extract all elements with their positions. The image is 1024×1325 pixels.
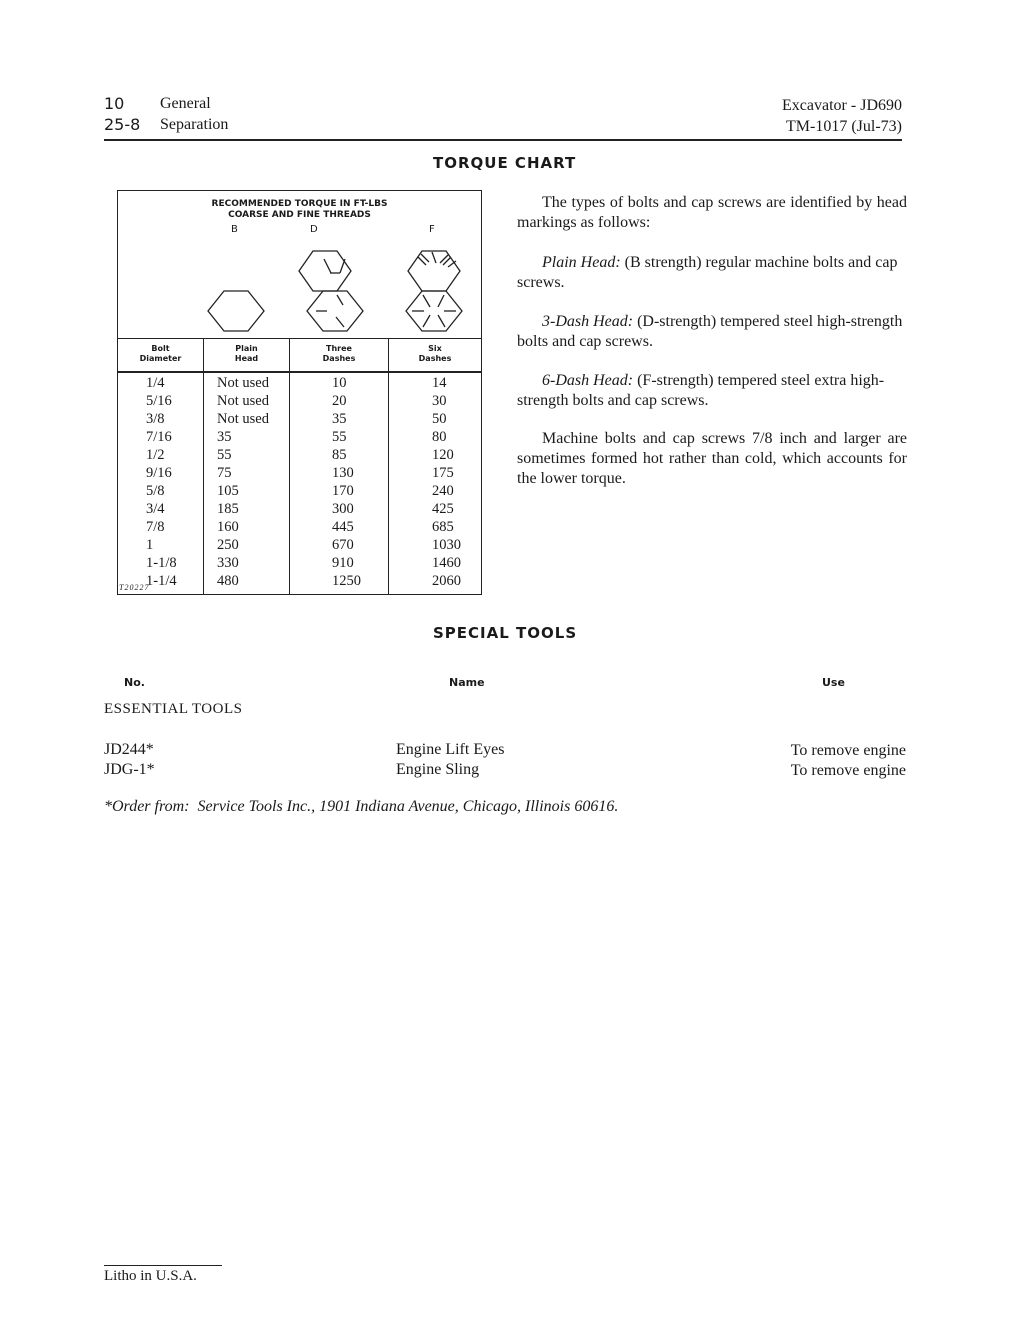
- six-dash-paragraph: [517, 371, 907, 411]
- cell-diameter: 5/8: [146, 483, 165, 499]
- table-row: [118, 500, 481, 518]
- figure-code: T20227: [119, 583, 150, 592]
- cell-three: 20: [332, 393, 347, 409]
- cell-six: 175: [432, 465, 454, 481]
- cell-six: 1460: [432, 555, 461, 571]
- tools-col-no: No.: [124, 676, 145, 689]
- three-dash-term: 3-Dash Head:: [542, 313, 634, 330]
- table-row: [118, 446, 481, 464]
- torque-chart-title: TORQUE CHART: [433, 154, 577, 172]
- special-tools-title: SPECIAL TOOLS: [433, 624, 578, 642]
- cell-plain: 55: [217, 447, 232, 463]
- tool-2-no: JDG-1*: [104, 761, 155, 778]
- table-title-line2: COARSE AND FINE THREADS: [228, 210, 371, 220]
- cell-diameter: 1/2: [146, 447, 165, 463]
- three-dash-text: (D-strength) tempered steel high-strength bolts and cap screws.: [517, 313, 903, 350]
- torque-rows: [118, 374, 481, 594]
- cell-three: 10: [332, 375, 347, 391]
- cell-three: 170: [332, 483, 354, 499]
- cell-plain: Not used: [217, 375, 269, 391]
- hot-formed-note: Machine bolts and cap screws 7/8 inch and larger are sometimes formed hot rather than cold, which accounts for the lower torque.: [517, 430, 907, 487]
- col-header-six-line2: Dashes: [418, 354, 452, 363]
- cell-plain: Not used: [217, 393, 269, 409]
- col-header-diameter-line1: Bolt: [151, 344, 170, 353]
- cell-six: 30: [432, 393, 447, 409]
- plain-head-text: (B strength) regular machine bolts and cap screws.: [517, 254, 898, 291]
- six-dash-bolt-top-icon: [408, 251, 460, 291]
- plain-head-bolt-icon: [208, 291, 264, 331]
- table-row: [118, 572, 481, 590]
- cell-three: 910: [332, 555, 354, 571]
- cell-six: 425: [432, 501, 454, 517]
- three-dash-paragraph: [517, 312, 907, 352]
- order-from-address: Service Tools Inc., 1901 Indiana Avenue, Chicago, Illinois 60616.: [197, 798, 619, 815]
- table-row: [118, 554, 481, 572]
- table-header-top-rule: [118, 338, 481, 339]
- tools-col-use: Use: [822, 676, 845, 689]
- page-number: 10: [104, 94, 125, 113]
- cell-plain: 160: [217, 519, 239, 535]
- cell-three: 130: [332, 465, 354, 481]
- six-dash-term: 6-Dash Head:: [542, 372, 634, 389]
- machine-title: Excavator - JD690: [782, 97, 902, 114]
- subsection-label: Separation: [160, 116, 229, 133]
- intro-paragraph: The types of bolts and cap screws are identified by head markings as follows:: [517, 194, 907, 231]
- order-from-line: [104, 797, 618, 817]
- table-row: [118, 374, 481, 392]
- cell-diameter: 9/16: [146, 465, 172, 481]
- section-label: General: [160, 95, 211, 112]
- table-row: [118, 392, 481, 410]
- col-header-three: [290, 344, 388, 364]
- strength-label-b: B: [231, 224, 238, 235]
- plain-head-paragraph: [517, 253, 907, 293]
- six-dash-bolt-icon: [406, 291, 462, 331]
- table-header-bottom-rule: [118, 371, 481, 373]
- table-row: [118, 536, 481, 554]
- essential-tools-heading: ESSENTIAL TOOLS: [104, 701, 243, 717]
- footer-rule: [104, 1265, 222, 1266]
- col-header-diameter-line2: Diameter: [139, 354, 182, 363]
- tools-col-name: Name: [449, 676, 485, 689]
- cell-diameter: 1: [146, 537, 154, 553]
- tool-2-use: To remove engine: [790, 762, 906, 779]
- order-from-label: *Order from:: [104, 798, 190, 815]
- cell-three: 1250: [332, 573, 361, 589]
- manual-code: TM-1017 (Jul-73): [786, 118, 902, 135]
- header-rule: [104, 139, 902, 141]
- cell-six: 2060: [432, 573, 461, 589]
- cell-plain: 250: [217, 537, 239, 553]
- cell-diameter: 1/4: [146, 375, 165, 391]
- cell-six: 685: [432, 519, 454, 535]
- table-row: [118, 482, 481, 500]
- cell-diameter: 7/8: [146, 519, 165, 535]
- cell-diameter: 1-1/8: [146, 555, 177, 571]
- cell-six: 50: [432, 411, 447, 427]
- cell-plain: 75: [217, 465, 232, 481]
- cell-plain: Not used: [217, 411, 269, 427]
- cell-diameter: 1-1/4: [146, 573, 177, 589]
- section-code: 25-8: [104, 115, 141, 134]
- col-header-six: [389, 344, 481, 364]
- strength-label-f: F: [429, 224, 435, 235]
- cell-plain: 105: [217, 483, 239, 499]
- cell-diameter: 3/4: [146, 501, 165, 517]
- cell-plain: 185: [217, 501, 239, 517]
- table-row: [118, 464, 481, 482]
- cell-three: 445: [332, 519, 354, 535]
- cell-six: 1030: [432, 537, 461, 553]
- table-row: [118, 518, 481, 536]
- cell-plain: 35: [217, 429, 232, 445]
- cell-six: 80: [432, 429, 447, 445]
- cell-three: 55: [332, 429, 347, 445]
- col-header-three-line2: Dashes: [322, 354, 356, 363]
- bolt-head-diagrams: [118, 191, 481, 341]
- six-dash-text: (F-strength) tempered steel extra high-strength bolts and cap screws.: [517, 372, 885, 409]
- tool-1-name: Engine Lift Eyes: [396, 741, 505, 758]
- col-header-plain-line1: Plain: [235, 344, 258, 353]
- litho-footer: Litho in U.S.A.: [104, 1268, 197, 1284]
- plain-head-term: Plain Head:: [542, 254, 621, 271]
- three-dash-bolt-icon: [307, 291, 363, 331]
- col-header-diameter: [118, 344, 203, 364]
- col-header-plain-line2: Head: [234, 354, 259, 363]
- col-header-six-line1: Six: [428, 344, 442, 353]
- cell-diameter: 7/16: [146, 429, 172, 445]
- three-dash-bolt-top-icon: [299, 251, 351, 291]
- tool-1-no: JD244*: [104, 741, 154, 758]
- cell-six: 120: [432, 447, 454, 463]
- tool-2-name: Engine Sling: [396, 761, 480, 778]
- table-row: [118, 410, 481, 428]
- cell-three: 300: [332, 501, 354, 517]
- tool-1-use: To remove engine: [790, 742, 906, 759]
- cell-three: 670: [332, 537, 354, 553]
- cell-plain: 480: [217, 573, 239, 589]
- col-header-three-line1: Three: [326, 344, 352, 353]
- cell-plain: 330: [217, 555, 239, 571]
- torque-table: [117, 190, 482, 595]
- cell-three: 35: [332, 411, 347, 427]
- table-title-line1: RECOMMENDED TORQUE IN FT-LBS: [211, 199, 388, 209]
- cell-diameter: 5/16: [146, 393, 172, 409]
- cell-six: 14: [432, 375, 447, 391]
- strength-label-d: D: [310, 224, 318, 235]
- col-header-plain: [204, 344, 289, 364]
- table-row: [118, 428, 481, 446]
- cell-six: 240: [432, 483, 454, 499]
- cell-three: 85: [332, 447, 347, 463]
- cell-diameter: 3/8: [146, 411, 165, 427]
